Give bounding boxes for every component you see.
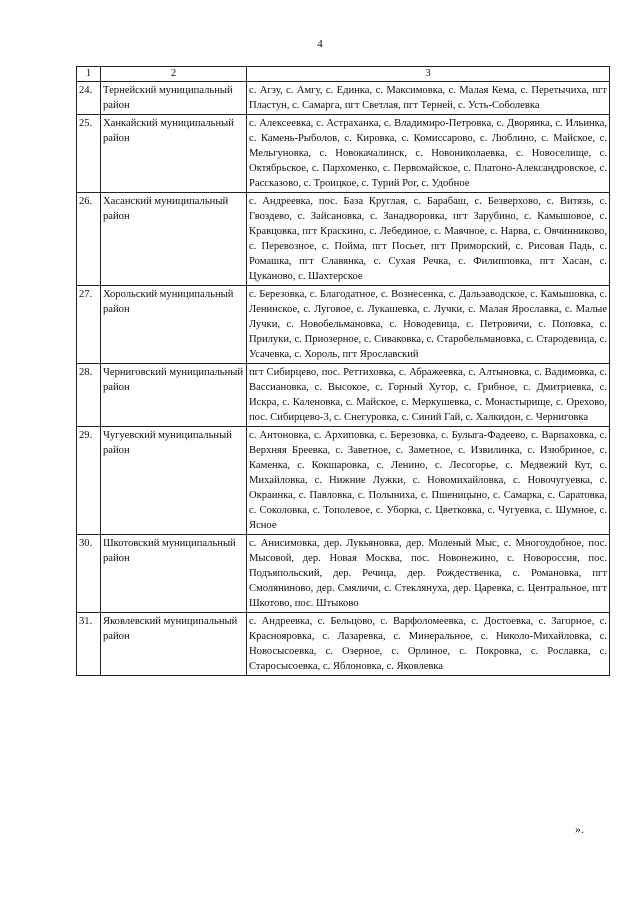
row-number: 24. xyxy=(77,82,101,115)
table-row xyxy=(77,115,610,193)
table-row xyxy=(77,82,610,115)
row-number: 29. xyxy=(77,427,101,535)
table-row xyxy=(77,613,610,676)
row-number: 31. xyxy=(77,613,101,676)
closing-quote-mark: ». xyxy=(575,822,584,836)
settlements-list: с. Агзу, с. Амгу, с. Единка, с. Максимовка, с. Малая Кема, с. Перетычиха, пгт Пластун, с. Самарга, пгт Светлая, пгт Терней, с. Усть-Соболевка xyxy=(247,82,610,115)
district-name: Яковлевский муниципальный район xyxy=(101,613,247,676)
settlements-list: пгт Сибирцево, пос. Реттиховка, с. Абражеевка, с. Алтыновка, с. Вадимовка, с. Вассиановка, с. Высокое, с. Горный Хутор, с. Грибное, с. Дмитриевка, с. Искра, с. Каленовка, с. Майское, с. Меркушевка, с. Монастырище, с. Орехово, пос. Сибирцево-3, с. Снегуровка, с. Синий Гай, с. Халкидон, с. Черниговка xyxy=(247,364,610,427)
settlements-table xyxy=(76,66,610,676)
header-col-3: 3 xyxy=(247,67,610,82)
table-row xyxy=(77,427,610,535)
district-name: Ханкайский муниципальный район xyxy=(101,115,247,193)
settlements-list: с. Андреевка, пос. База Круглая, с. Барабаш, с. Безверхово, с. Витязь, с. Гвоздево, с. Зайсановка, с. Занадворовка, пгт Зарубино, с. Камышовое, с. Кравцовка, пгт Краскино, с. Лебединое, с. Маячное, с. Нарва, с. Овчинниково, с. Перевозное, с. Пойма, пгт Посьет, пгт Приморский, с. Рисовая Падь, с. Ромашка, пгт Славянка, с. Сухая Речка, с. Филипповка, пгт Хасан, с. Цуканово, с. Шахтерское xyxy=(247,193,610,286)
page-number: 4 xyxy=(317,38,323,50)
settlements-list: с. Алексеевка, с. Астраханка, с. Владимиро-Петровка, с. Дворянка, с. Ильинка, с. Камень-Рыболов, с. Кировка, с. Комиссарово, с. Люблино, с. Майское, с. Мельгуновка, с. Новокачалинск, с. Новониколаевка, с. Новоселище, с. Октябрьское, с. Пархоменко, с. Первомайское, с. Платоно-Александровское, с. Рассказово, с. Троицкое, с. Турий Рог, с. Удобное xyxy=(247,115,610,193)
row-number: 25. xyxy=(77,115,101,193)
table-row xyxy=(77,535,610,613)
settlements-list: с. Анисимовка, дер. Лукьяновка, дер. Моленый Мыс, с. Многоудобное, пос. Мысовой, дер. Новая Москва, пос. Новонежино, с. Новороссия, пос. Подъяпольский, дер. Речица, дер. Рождественка, с. Романовка, пгт Смоляниново, дер. Смяличи, с. Стеклянуха, дер. Царевка, с. Центральное, пгт Шкотово, пос. Штыково xyxy=(247,535,610,613)
header-col-2: 2 xyxy=(101,67,247,82)
row-number: 30. xyxy=(77,535,101,613)
district-name: Чугуевский муниципальный район xyxy=(101,427,247,535)
district-name: Хорольский муниципальный район xyxy=(101,286,247,364)
district-name: Шкотовский муниципальный район xyxy=(101,535,247,613)
table-row xyxy=(77,364,610,427)
district-name: Тернейский муниципальный район xyxy=(101,82,247,115)
table-header-row xyxy=(77,67,610,82)
row-number: 28. xyxy=(77,364,101,427)
header-col-1: 1 xyxy=(77,67,101,82)
district-name: Черниговский муниципальный район xyxy=(101,364,247,427)
settlements-list: с. Андреевка, с. Бельцово, с. Варфоломеевка, с. Достоевка, с. Загорное, с. Краснояровка, с. Лазаревка, с. Минеральное, с. Николо-Михайловка, с. Новосысоевка, с. Озерное, с. Орлиное, с. Покровка, с. Рославка, с. Старосысоевка, с. Яблоновка, с. Яковлевка xyxy=(247,613,610,676)
district-name: Хасанский муниципальный район xyxy=(101,193,247,286)
table-row xyxy=(77,286,610,364)
settlements-list: с. Антоновка, с. Архиповка, с. Березовка, с. Булыга-Фадеево, с. Варпаховка, с. Верхняя Бреевка, с. Заветное, с. Заметное, с. Извилинка, с. Изюбриное, с. Каменка, с. Кокшаровка, с. Ленино, с. Лесогорье, с. Медвежий Кут, с. Михайловка, с. Нижние Лужки, с. Новомихайловка, с. Новочугуевка, с. Окраинка, с. Павловка, с. Полыниха, с. Пшеницыно, с. Самарка, с. Саратовка, с. Соколовка, с. Тополевое, с. Уборка, с. Цветковка, с. Чугуевка, с. Шумное, с. Ясное xyxy=(247,427,610,535)
row-number: 26. xyxy=(77,193,101,286)
settlements-list: с. Березовка, с. Благодатное, с. Вознесенка, с. Дальзаводское, с. Камышовка, с. Ленинское, с. Луговое, с. Лукашевка, с. Лучки, с. Малая Ярославка, с. Малые Лучки, с. Новобельмановка, с. Новодевица, с. Петровичи, с. Поповка, с. Прилуки, с. Приозерное, с. Сиваковка, с. Старобельмановка, с. Стародевица, с. Усачевка, с. Хороль, пгт Ярославский xyxy=(247,286,610,364)
table-row xyxy=(77,193,610,286)
row-number: 27. xyxy=(77,286,101,364)
